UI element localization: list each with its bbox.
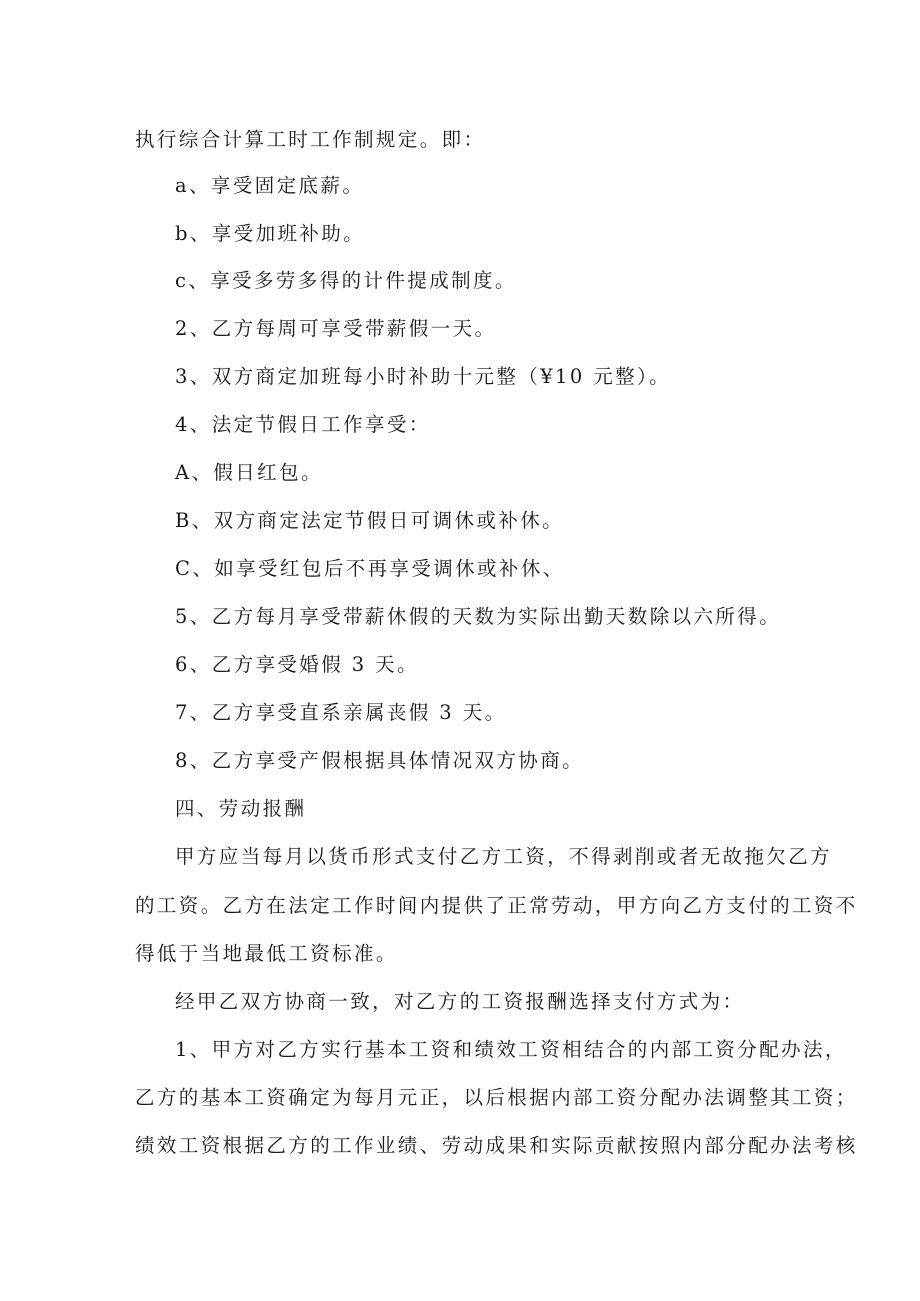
section-heading: 四、劳动报酬 (175, 797, 307, 820)
text-line: 的工资。乙方在法定工作时间内提供了正常劳动，甲方向乙方支付的工资不 (135, 894, 858, 917)
text-line: 1、甲方对乙方实行基本工资和绩效工资相结合的内部工资分配办法， (175, 1038, 847, 1061)
text-line: 2、乙方每周可享受带薪假一天。 (175, 317, 497, 340)
text-line: 3、双方商定加班每小时补助十元整（¥10 元整）。 (175, 365, 672, 388)
text-line: 7、乙方享受直系亲属丧假 3 天。 (175, 701, 507, 724)
text-line: A、假日红包。 (175, 461, 323, 484)
text-line: 8、乙方享受产假根据具体情况双方协商。 (175, 749, 585, 772)
text-line: 5、乙方每月享受带薪休假的天数为实际出勤天数除以六所得。 (175, 605, 782, 628)
text-line: b、享受加班补助。 (175, 222, 366, 245)
text-line: 绩效工资根据乙方的工作业绩、劳动成果和实际贡献按照内部分配办法考核 (135, 1134, 858, 1157)
text-line: 甲方应当每月以货币形式支付乙方工资，不得剥削或者无故拖欠乙方 (175, 845, 833, 868)
text-line: a、享受固定底薪。 (175, 174, 365, 197)
text-line: B、双方商定法定节假日可调休或补休。 (175, 509, 565, 532)
text-line: c、享受多劳多得的计件提成制度。 (175, 269, 517, 292)
text-line: 4、法定节假日工作享受： (175, 413, 431, 436)
text-line: 得低于当地最低工资标准。 (135, 942, 398, 965)
text-line: 6、乙方享受婚假 3 天。 (175, 653, 419, 676)
text-line: C、如享受红包后不再享受调休或补休、 (175, 557, 565, 580)
text-line: 乙方的基本工资确定为每月元正，以后根据内部工资分配办法调整其工资； (135, 1086, 858, 1109)
text-line: 经甲乙双方协商一致，对乙方的工资报酬选择支付方式为： (175, 990, 745, 1013)
text-line: 执行综合计算工时工作制规定。即： (135, 128, 486, 151)
